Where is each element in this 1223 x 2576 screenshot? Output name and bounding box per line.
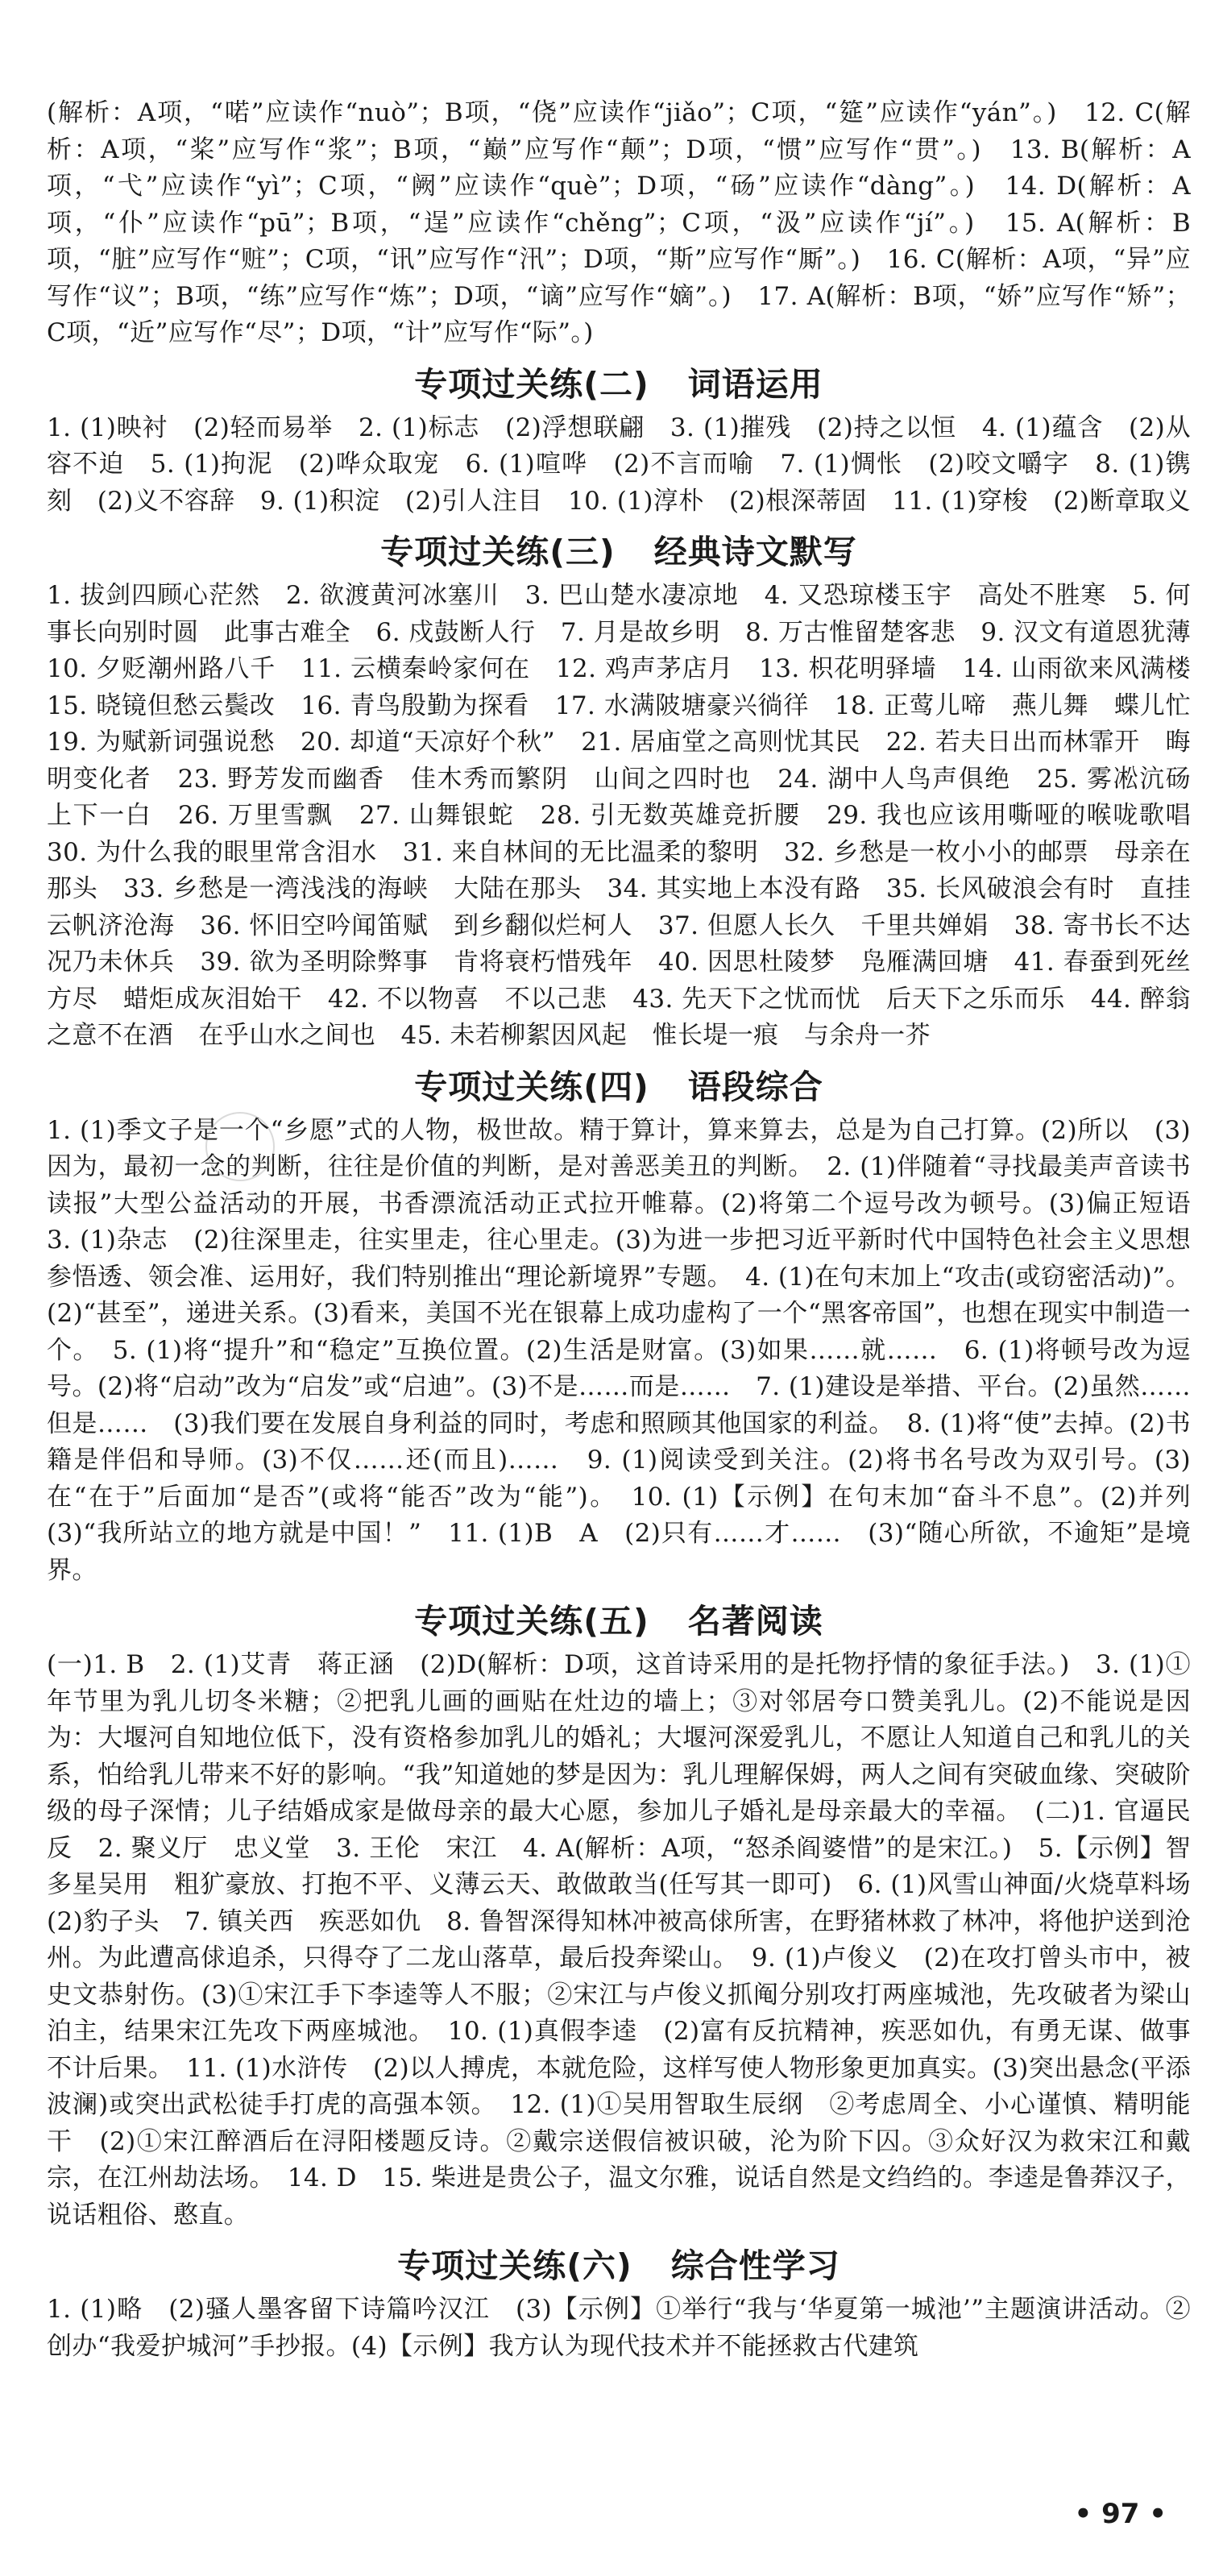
section-title-3 [47,529,1191,575]
section-2-body: 1. (1)映衬 (2)轻而易举 2. (1)标志 (2)浮想联翩 3. (1)摧残 (2)持之以恒 4. (1)蕴含 (2)从容不迫 5. (1)拘泥 (2)哗众取宠 6. (1)喧哗 (2)不言而喻 7. (1)惆怅 (2)咬文嚼字 8. (1)镌刻 (2)义不容辞 9. (1)积淀 (2)引人注目 10. (1)淳朴 (2)根深蒂固 11. (1)穿梭 (2)断章取义 [47,413,1191,516]
section-4-name: 语段综合 [687,1067,823,1106]
section-6-label: 专项过关练(六) [397,2246,632,2285]
section-3-body: 1. 拔剑四顾心茫然 2. 欲渡黄河冰塞川 3. 巴山楚水凄凉地 4. 又恐琼楼玉宇 高处不胜寒 5. 何事长向别时圆 此事古难全 6. 戍鼓断人行 7. 月是故乡明 8. 万古惟留楚客悲 9. 汉文有道恩犹薄 10. 夕贬潮州路八千 11. 云横秦岭家何在 12. 鸡声茅店月 13. 枳花明驿墙 14. 山雨欲来风满楼 15. 晓镜但愁云鬓改 16. 青鸟殷勤为探看 17. 水满陂塘豪兴徜徉 18. 正莺儿啼 燕儿舞 蝶儿忙 19. 为赋新词强说愁 20. 却道“天凉好个秋” 21. 居庙堂之高则忧其民 22. 若夫日出而林霏开 晦明变化者 23. 野芳发而幽香 佳木秀而繁阴 山间之四时也 24. 湖中人鸟声俱绝 25. 雾凇沆砀 上下一白 26. 万里雪飘 27. 山舞银蛇 28. 引无数英雄竞折腰 29. 我也应该用嘶哑的喉咙歌唱 30. 为什么我的眼里常含泪水 31. 来自林间的无比温柔的黎明 32. 乡愁是一枚小小的邮票 母亲在那头 33. 乡愁是一湾浅浅的海峡 大陆在那头 34. 其实地上本没有路 35. 长风破浪会有时 直挂云帆济沧海 36. 怀旧空吟闻笛赋 到乡翻似烂柯人 37. 但愿人长久 千里共婵娟 38. 寄书长不达 况乃未休兵 39. 欲为圣明除弊事 肯将衰朽惜残年 40. 因思杜陵梦 凫雁满回塘 41. 春蚕到死丝方尽 蜡炬成灰泪始干 42. 不以物喜 不以己悲 43. 先天下之忧而忧 后天下之乐而乐 44. 醉翁之意不在酒 在乎山水之间也 45. 未若柳絮因风起 惟长堤一痕 与余舟一芥 [47,581,1217,1050]
section-4-body: 1. (1)季文子是一个“乡愿”式的人物，极世故。精于算计，算来算去，总是为自己打算。(2)所以 (3)因为，最初一念的判断，往往是价值的判断，是对善恶美丑的判断。 2. (1)伴随着“寻找最美声音读书读报”大型公益活动的开展，书香漂流活动正式拉开帷幕。(2)将第二个逗号改为顿号。(3)偏正短语 3. (1)杂志 (2)往深里走，往实里走，往心里走。(3)为进一步把习近平新时代中国特色社会主义思想参悟透、领会准、运用好，我们特别推出“理论新境界”专题。 4. (1)在句末加上“攻击(或窃密活动)”。(2)“甚至”，递进关系。(3)看来，美国不光在银幕上成功虚构了一个“黑客帝国”，也想在现实中制造一个。 5. (1)将“提升”和“稳定”互换位置。(2)生活是财富。(3)如果……就…… 6. (1)将顿号改为逗号。(2)将“启动”改为“启发”或“启迪”。(3)不是……而是…… 7. (1)建设是举措、平台。(2)虽然……但是…… (3)我们要在发展自身利益的同时，考虑和照顾其他国家的利益。 8. (1)将“使”去掉。(2)书籍是伴侣和导师。(3)不仅……还(而且)…… 9. (1)阅读受到关注。(2)将书名号改为双引号。(3)在“在于”后面加“是否”(或将“能否”改为“能”)。 10. (1)【示例】在句末加“奋斗不息”。(2)并列 (3)“我所站立的地方就是中国！” 11. (1)B A (2)只有……才…… (3)“随心所欲，不逾矩”是境界。 [47,1115,1217,1585]
section-2-label: 专项过关练(二) [414,364,649,404]
intro-paragraph: (解析：A项，“喏”应读作“nuò”；B项，“侥”应读作“jiǎo”；C项，“筵”应读作“yán”。) 12. C(解析：A项，“桨”应写作“浆”；B项，“巅”应写作“颠”；D项，“惯”应写作“贯”。) 13. B(解析：A项，“弋”应读作“yì”；C项，“阙”应读作“què”；D项，“砀”应读作“dàng”。) 14. D(解析：A项，“仆”应读作“pū”；B项，“逞”应读作“chěng”；C项，“汲”应读作“jí”。) 15. A(解析：B项，“脏”应写作“赃”；C项，“讯”应写作“汛”；D项，“斯”应写作“厮”。) 16. C(解析：A项，“异”应写作“议”；B项，“练”应写作“炼”；D项，“谪”应写作“嫡”。) 17. A(解析：B项，“娇”应写作“矫”；C项，“近”应写作“尽”；D项，“计”应写作“际”。) [47,98,1191,347]
section-6-name: 综合性学习 [670,2246,840,2285]
section-5-label: 专项过关练(五) [414,1602,649,1641]
section-title-6 [47,2243,1191,2288]
section-2-name: 词语运用 [687,364,823,404]
section-title-5 [47,1599,1191,1644]
section-3-name: 经典诗文默写 [653,533,857,571]
section-5-body: (一)1. B 2. (1)艾青 蒋正涵 (2)D(解析：D项，这首诗采用的是托物抒情的象征手法。) 3. (1)①年节里为乳儿切冬米糖；②把乳儿画的画贴在灶边的墙上；③对邻居夸口赞美乳儿。(2)不能说是因为：大堰河自知地位低下，没有资格参加乳儿的婚礼；大堰河深爱乳儿，不愿让人知道自己和乳儿的关系，怕给乳儿带来不好的影响。“我”知道她的梦是因为：乳儿理解保姆，两人之间有突破血缘、突破阶级的母子深情；儿子结婚成家是做母亲的最大心愿，参加儿子婚礼是母亲最大的幸福。 (二)1. 官逼民反 2. 聚义厅 忠义堂 3. 王伦 宋江 4. A(解析：A项，“怒杀阎婆惜”的是宋江。) 5.【示例】智多星吴用 粗犷豪放、打抱不平、义薄云天、敢做敢当(任写其一即可) 6. (1)风雪山神面/火烧草料场 (2)豹子头 7. 镇关西 疾恶如仇 8. 鲁智深得知林冲被高俅所害，在野猪林救了林冲，将他护送到沧州。为此遭高俅追杀，只得夺了二龙山落草，最后投奔梁山。 9. (1)卢俊义 (2)在攻打曾头市中，被史文恭射伤。(3)①宋江手下李逵等人不服；②宋江与卢俊义抓阄分别攻打两座城池，先攻破者为梁山泊主，结果宋江先攻下两座城池。 10. (1)真假李逵 (2)富有反抗精神，疾恶如仇，有勇无谋、做事不计后果。 11. (1)水浒传 (2)以人搏虎，本就危险，这样写使人物形象更加真实。(3)突出悬念(平添波澜)或突出武松徒手打虎的高强本领。 12. (1)①吴用智取生辰纲 ②考虑周全、小心谨慎、精明能干 (2)①宋江醉酒后在浔阳楼题反诗。②戴宗送假信被识破，沦为阶下囚。③众好汉为救宋江和戴宗，在江州劫法场。 14. D 15. 柴进是贵公子，温文尔雅，说话自然是文绉绉的。李逵是鲁莽汉子，说话粗俗、憨直。 [47,1650,1217,2230]
answer-page [47,95,1217,2365]
section-title-2 [47,362,1191,407]
section-6-body: 1. (1)略 (2)骚人墨客留下诗篇吟汉江 (3)【示例】①举行“我与‘华夏第一城池’”主题演讲活动。②创办“我爱护城河”手抄报。(4)【示例】我方认为现代技术并不能拯救古代建筑 [47,2295,1191,2361]
section-4-label: 专项过关练(四) [414,1067,649,1106]
section-title-4 [47,1064,1191,1110]
watermark-stamp [205,1112,275,1181]
section-5-name: 名著阅读 [687,1602,823,1641]
page-number: • 97 • [1074,2498,1167,2530]
section-3-label: 专项过关练(三) [380,533,616,571]
